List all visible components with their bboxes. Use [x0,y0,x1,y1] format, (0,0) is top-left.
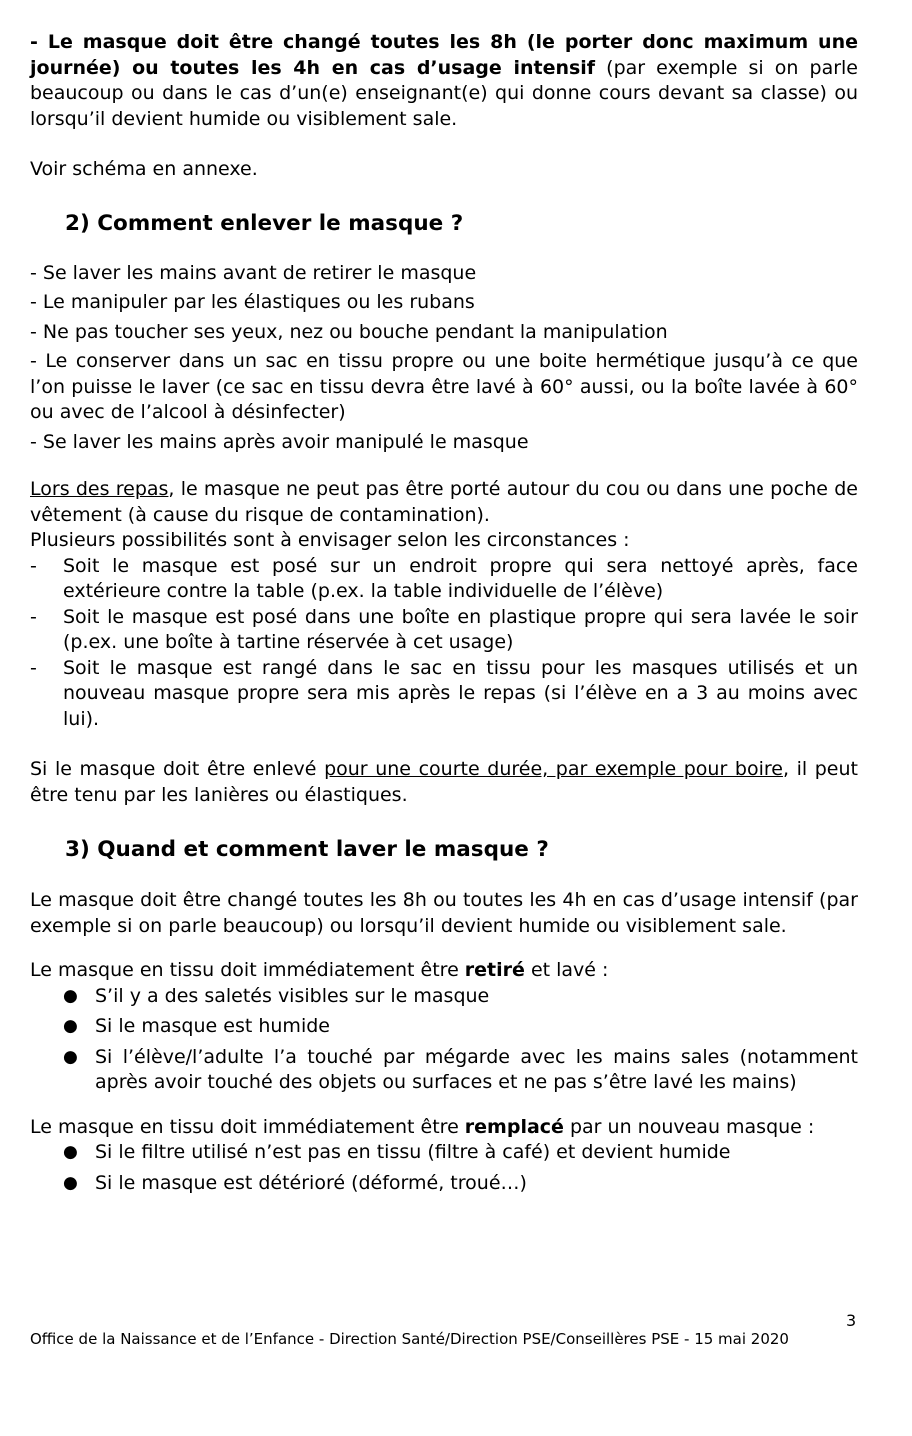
condition-text: S’il y a des saletés visibles sur le masque [95,984,490,1007]
replace-intro [30,1115,858,1141]
dash-marker: - [30,605,37,628]
bullet-icon: ● [63,1172,78,1193]
list-item [30,1140,858,1166]
replace-conditions-list [30,1140,858,1196]
bullet-icon: ● [63,985,78,1006]
meal-options-list [30,554,858,733]
intro-rest-text: (par exemple si on parle beaucoup ou dans le cas d’un(e) enseignant(e) qui donne cours devant sa classe) ou lorsqu’il devient humide ou visiblement sale. [30,56,858,130]
wash-bold-text: retiré [464,959,525,981]
list-item: - Le manipuler par les élastiques ou les rubans [30,291,475,313]
footer-text: Office de la Naissance et de l’Enfance - Direction Santé/Direction PSE/Conseillères PSE - 15 mai 2020 [30,1330,789,1348]
dash-marker: - [30,656,37,679]
meals-underlined-text: Lors des repas [30,478,169,500]
intro-bold-text: - Le masque doit être changé toutes les 8h (le porter donc maximum une journée) ou toutes les 4h en cas d’usage intensif [30,31,858,79]
list-item [30,605,858,656]
wash-text-a: Le masque en tissu doit immédiatement être [30,959,465,981]
list-item: - Se laver les mains après avoir manipulé le masque [30,430,529,453]
meals-rest-text: , le masque ne peut pas être porté autour du cou ou dans une poche de vêtement (à cause du risque de contamination). [30,478,858,526]
option-text: Soit le masque est rangé dans le sac en tissu pour les masques utilisés et un nouveau masque propre sera mis après le repas (si l’élève en a 3 au moins avec lui). [63,656,858,730]
list-item: - Se laver les mains avant de retirer le masque [30,261,477,284]
meals-paragraph [30,477,858,528]
list-item [30,1014,858,1040]
list-item [30,554,858,605]
replace-text-c: par un nouveau masque : [563,1115,815,1138]
condition-text: Si le masque est détérioré (déformé, troué…) [95,1171,527,1194]
wash-conditions-list [30,984,858,1096]
section-3-title: 3) Quand et comment laver le masque ? [65,837,549,862]
short-underlined-text: pour une courte durée, par exemple pour boire [324,758,783,780]
condition-text: Si le filtre utilisé n’est pas en tissu (filtre à café) et devient humide [95,1141,731,1163]
bullet-icon: ● [63,1016,78,1036]
list-item: - Ne pas toucher ses yeux, nez ou bouche pendant la manipulation [30,320,668,343]
list-item [30,1171,858,1197]
short-text-a: Si le masque doit être enlevé [30,758,325,780]
page-number: 3 [846,1311,857,1330]
list-item [30,656,858,733]
bullet-icon: ● [63,1142,78,1162]
replace-text-a: Le masque en tissu doit immédiatement être [30,1115,465,1138]
dash-marker: - [30,554,37,577]
document-page [30,30,858,1201]
change-paragraph: Le masque doit être changé toutes les 8h ou toutes les 4h en cas d’usage intensif (par exemple si on parle beaucoup) ou lorsqu’il devient humide ou visiblement sale. [30,889,858,937]
section-2-title: 2) Comment enlever le masque ? [65,210,464,236]
option-text: Soit le masque est posé dans une boîte en plastique propre qui sera lavée le soir (p.ex. une boîte à tartine réservée à cet usage) [63,605,858,653]
list-item [30,1045,858,1096]
bullet-icon: ● [63,1046,78,1067]
short-text-b: , il peut être tenu par les lanières ou élastiques. [30,758,858,806]
wash-intro [30,958,858,984]
remove-steps-list [30,261,858,456]
annex-note: Voir schéma en annexe. [30,158,258,180]
option-text: Soit le masque est posé sur un endroit propre qui sera nettoyé après, face extérieure contre la table (p.ex. la table individuelle de l’élève) [63,554,858,602]
wash-text-c: et lavé : [524,959,609,981]
condition-text: Si le masque est humide [95,1015,330,1037]
short-removal-paragraph [30,757,858,808]
possibilities-text: Plusieurs possibilités sont à envisager selon les circonstances : [30,529,630,551]
list-item: - Le conserver dans un sac en tissu propre ou une boite hermétique jusqu’à ce que l’on puisse le laver (ce sac en tissu devra être lavé à 60° aussi, ou la boîte lavée à 60° ou avec de l’alcool à désinfecter) [30,350,858,423]
list-item [30,984,858,1010]
intro-paragraph [30,30,858,132]
replace-bold-text: remplacé [464,1115,564,1138]
condition-text: Si l’élève/l’adulte l’a touché par mégarde avec les mains sales (notamment après avoir touché des objets ou surfaces et ne pas s’être lavé les mains) [95,1045,858,1093]
